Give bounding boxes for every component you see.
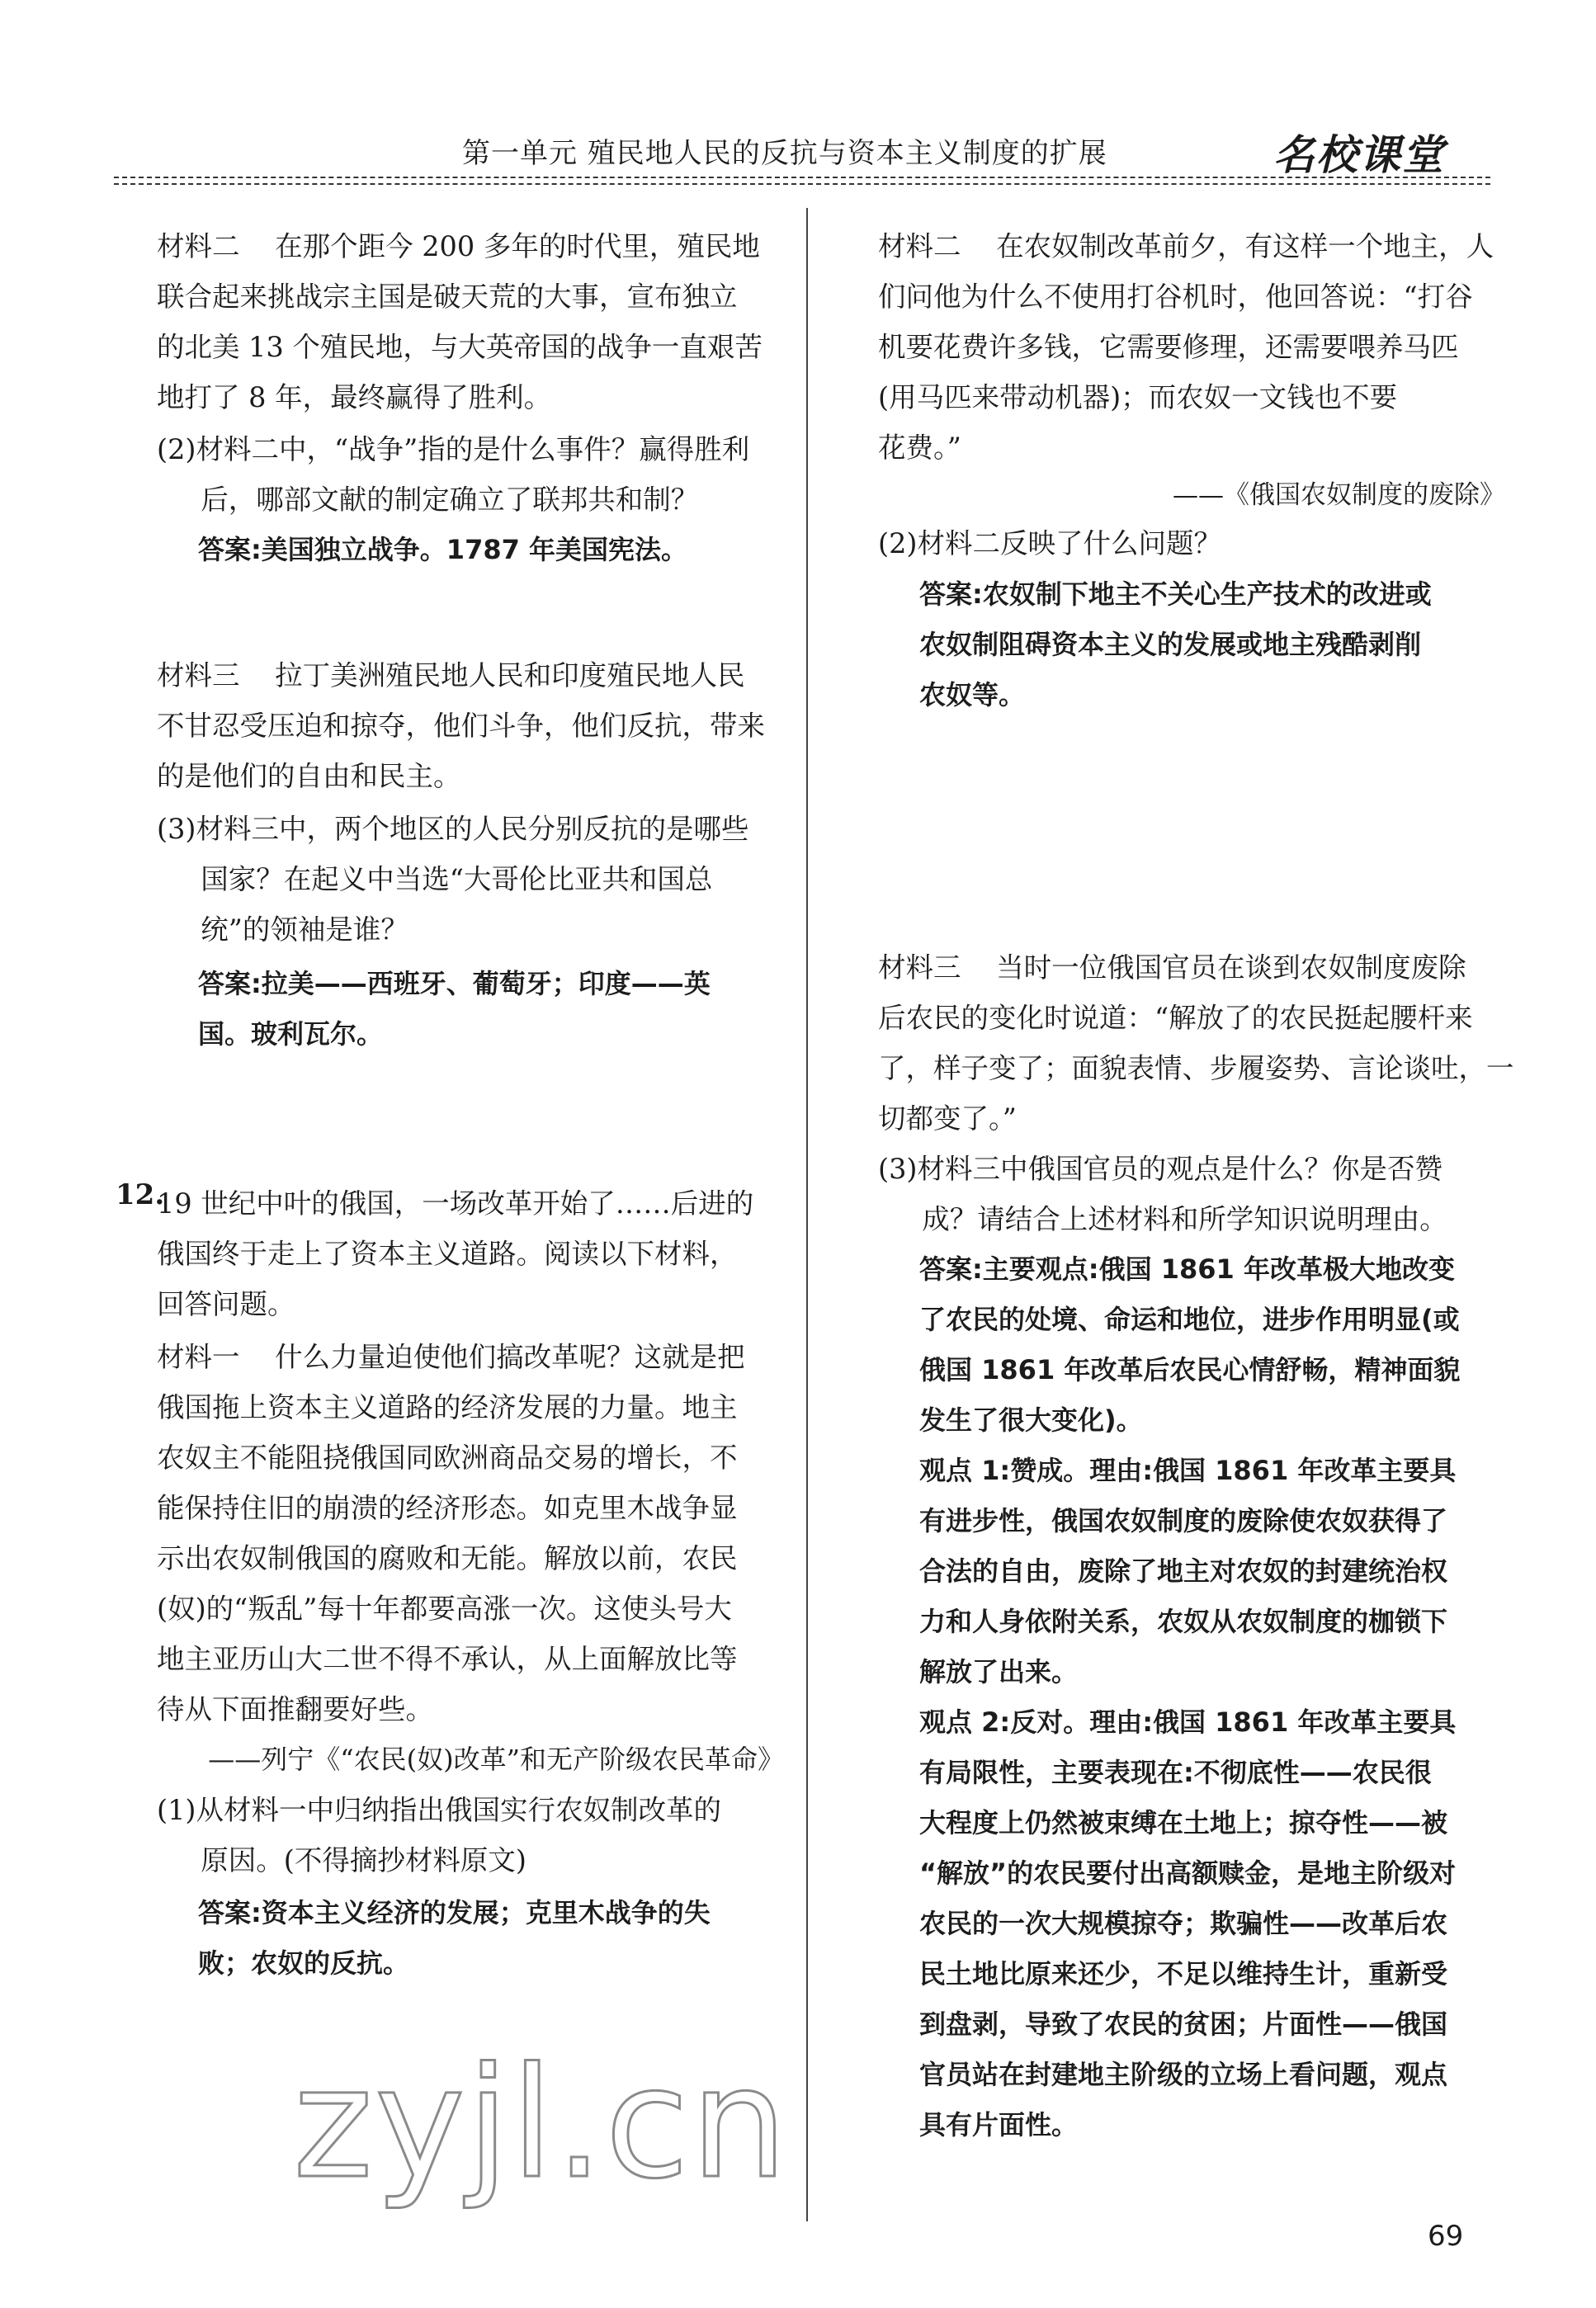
answer-line: 具有片面性。	[919, 2109, 1079, 2140]
answer-line: 大程度上仍然被束缚在土地上；掠夺性——被	[919, 1807, 1448, 1838]
material-line: 待从下面推翻要好些。	[157, 1693, 433, 1725]
answer-line: 了农民的处境、命运和地位，进步作用明显(或	[919, 1304, 1460, 1335]
answer-2: 答案:美国独立战争。1787 年美国宪法。	[198, 534, 688, 565]
material-line: 的是他们的自由和民主。	[157, 760, 461, 792]
answer-line: 答案:拉美——西班牙、葡萄牙；印度——英	[198, 968, 711, 999]
page-number: 69	[1428, 2220, 1464, 2253]
answer-line: 农奴制阻碍资本主义的发展或地主残酷剥削	[919, 629, 1422, 660]
material-line: 地打了 8 年，最终赢得了胜利。	[157, 381, 552, 413]
question-line: (2)材料二中，“战争”指的是什么事件？赢得胜利	[157, 433, 750, 465]
answer-line: 民土地比原来还少，不足以维持生计，重新受	[919, 1958, 1448, 1989]
material-line: 材料二 在那个距今 200 多年的时代里，殖民地	[157, 230, 760, 262]
question-number: 12.	[116, 1178, 165, 1211]
answer-line: 官员站在封建地主阶级的立场上看问题，观点	[919, 2059, 1448, 2090]
material-line: 材料一 什么力量迫使他们搞改革呢？这就是把	[157, 1341, 745, 1373]
watermark: zyjl.cn	[293, 2034, 790, 2212]
header-rule	[114, 183, 1490, 185]
material-line: 机要花费许多钱，它需要修理，还需要喂养马匹	[878, 331, 1459, 363]
question-line: 19 世纪中叶的俄国，一场改革开始了……后进的	[157, 1187, 754, 1220]
header-rule	[114, 177, 1490, 178]
answer-line: 国。玻利瓦尔。	[198, 1018, 384, 1050]
answer-line: 答案:资本主义经济的发展；克里木战争的失	[198, 1897, 711, 1928]
material-line: 地主亚历山大二世不得不承认，从上面解放比等	[157, 1643, 738, 1675]
material-2-source: ——《俄国农奴制度的废除》	[1173, 480, 1505, 510]
answer-line: “解放”的农民要付出高额赎金，是地主阶级对	[919, 1857, 1457, 1889]
material-line: 后农民的变化时说道：“解放了的农民挺起腰杆来	[878, 1002, 1473, 1034]
material-1-source: ——列宁《“农民(奴)改革”和无产阶级农民革命》	[208, 1744, 784, 1775]
question-line: 成？请结合上述材料和所学知识说明理由。	[878, 1203, 1447, 1235]
question-line: (1)从材料一中归纳指出俄国实行农奴制改革的	[157, 1794, 721, 1826]
question-line: 回答问题。	[157, 1288, 295, 1320]
answer-line: 败；农奴的反抗。	[198, 1947, 410, 1979]
material-line: 们问他为什么不使用打谷机时，他回答说：“打谷	[878, 281, 1473, 313]
unit-title: 第一单元 殖民地人民的反抗与资本主义制度的扩展	[462, 137, 1107, 170]
material-line: 能保持住旧的崩溃的经济形态。如克里木战争显	[157, 1492, 738, 1524]
answer-line: 有进步性，俄国农奴制度的废除使农奴获得了	[919, 1505, 1448, 1536]
answer-line: 农民的一次大规模掠夺；欺骗性——改革后农	[919, 1908, 1448, 1939]
material-line: (奴)的“叛乱”每十年都要高涨一次。这使头号大	[157, 1593, 732, 1625]
answer-line: 答案:农奴制下地主不关心生产技术的改进或	[919, 578, 1432, 610]
material-line: 材料二 在农奴制改革前夕，有这样一个地主，人	[878, 230, 1494, 262]
question-line: 国家？在起义中当选“大哥伦比亚共和国总	[157, 863, 713, 895]
material-line: 了，样子变了；面貌表情、步履姿势、言论谈吐，一	[878, 1052, 1514, 1084]
answer-line: 到盘剥，导致了农民的贫困；片面性——俄国	[919, 2008, 1448, 2040]
material-line: 示出农奴制俄国的腐败和无能。解放以前，农民	[157, 1542, 738, 1574]
answer-line: 解放了出来。	[919, 1656, 1079, 1687]
answer-line: 观点 1:赞成。理由:俄国 1861 年改革主要具	[919, 1455, 1457, 1486]
material-line: 切都变了。”	[878, 1102, 1017, 1135]
material-line: 材料三 拉丁美洲殖民地人民和印度殖民地人民	[157, 659, 745, 691]
answer-line: 有局限性，主要表现在:不彻底性——农民很	[919, 1757, 1432, 1788]
question-line: 统”的领袖是谁？	[157, 913, 408, 946]
brand-logo: 名校课堂	[1273, 130, 1445, 179]
question-line: (3)材料三中俄国官员的观点是什么？你是否赞	[878, 1153, 1443, 1185]
material-line: (用马匹来带动机器)；而农奴一文钱也不要	[878, 381, 1398, 413]
answer-line: 俄国 1861 年改革后农民心情舒畅，精神面貌	[919, 1354, 1461, 1385]
question-line: 原因。(不得摘抄材料原文)	[157, 1844, 526, 1876]
material-line: 农奴主不能阻挠俄国同欧洲商品交易的增长，不	[157, 1442, 738, 1474]
material-line: 的北美 13 个殖民地，与大英帝国的战争一直艰苦	[157, 331, 763, 363]
answer-line: 力和人身依附关系，农奴从农奴制度的枷锁下	[919, 1606, 1448, 1637]
answer-line: 合法的自由，废除了地主对农奴的封建统治权	[919, 1555, 1448, 1587]
question-line: 俄国终于走上了资本主义道路。阅读以下材料，	[157, 1238, 738, 1270]
question-line: 后，哪部文献的制定确立了联邦共和制？	[157, 484, 699, 516]
answer-line: 答案:主要观点:俄国 1861 年改革极大地改变	[919, 1253, 1455, 1285]
material-line: 花费。”	[878, 432, 961, 464]
question-2: (2)材料二反映了什么问题？	[878, 527, 1221, 559]
answer-line: 农奴等。	[919, 679, 1026, 710]
material-line: 联合起来挑战宗主国是破天荒的大事，宣布独立	[157, 281, 738, 313]
answer-line: 发生了很大变化)。	[919, 1404, 1143, 1436]
material-line: 材料三 当时一位俄国官员在谈到农奴制度废除	[878, 951, 1466, 984]
material-line: 不甘忍受压迫和掠夺，他们斗争，他们反抗，带来	[157, 710, 765, 742]
question-line: (3)材料三中，两个地区的人民分别反抗的是哪些	[157, 813, 749, 845]
answer-line: 观点 2:反对。理由:俄国 1861 年改革主要具	[919, 1706, 1457, 1738]
material-line: 俄国拖上资本主义道路的经济发展的力量。地主	[157, 1391, 738, 1423]
